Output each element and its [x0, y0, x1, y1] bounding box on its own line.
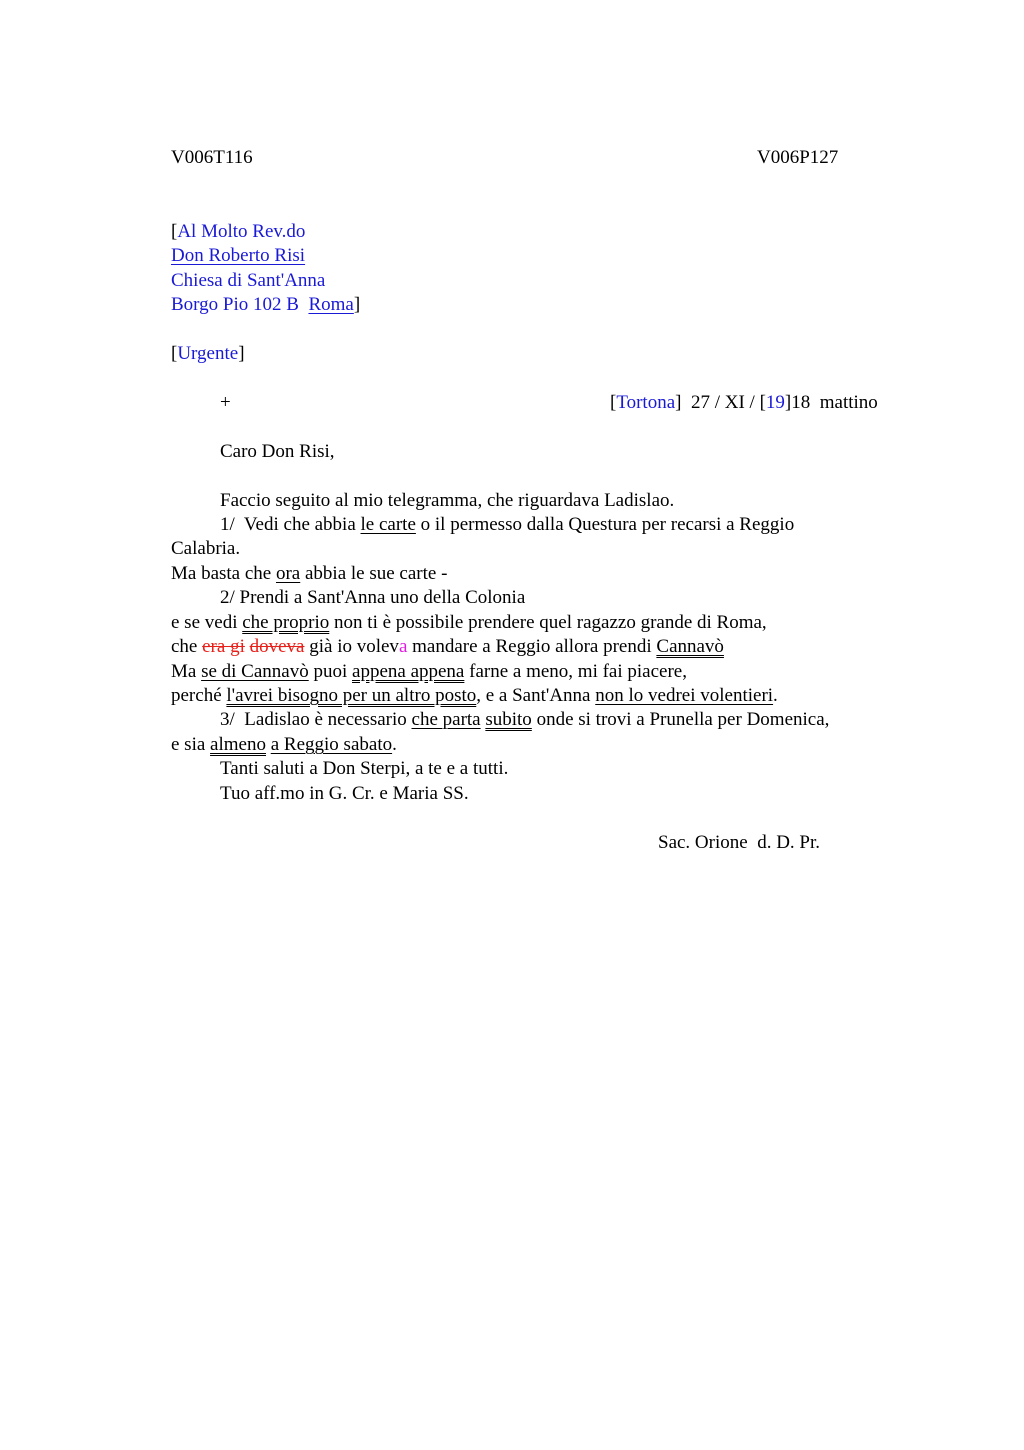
bracket-close: ] — [353, 294, 361, 315]
urgent-note — [171, 342, 245, 366]
body-line-11 — [171, 733, 397, 757]
underlined-text: che parta — [411, 709, 481, 730]
body-line-13: Tuo aff.mo in G. Cr. e Maria SS. — [220, 783, 469, 804]
text-run: . — [392, 734, 397, 755]
dateline-date: 27 / XI / [ — [681, 392, 766, 413]
body-line-7 — [171, 635, 724, 659]
underlined-text: ora — [275, 563, 301, 584]
dateline-year-prefix: 19 — [765, 392, 785, 413]
bracket-open: [ — [171, 221, 178, 242]
text-run: perché — [171, 685, 227, 706]
address-line-3: Chiesa di Sant'Anna — [171, 270, 326, 291]
dateline-date-end: ]18 mattino — [784, 392, 878, 413]
text-run: e sia — [171, 734, 211, 755]
body-line-8 — [171, 660, 687, 684]
text-run: Ma basta che — [171, 563, 276, 584]
bracket-close: ] — [675, 392, 682, 413]
double-underlined-text: subito — [485, 709, 532, 730]
deleted-text: era gi — [202, 636, 245, 657]
address-city: Roma — [308, 294, 354, 315]
text-run: 3/ Ladislao è necessario — [220, 709, 412, 730]
text-run: che — [171, 636, 203, 657]
salutation: Caro Don Risi, — [220, 441, 335, 462]
address-recipient-name: Don Roberto Risi — [171, 245, 306, 266]
address-street: Borgo Pio 102 B — [171, 294, 299, 315]
body-line-3: Calabria. — [171, 538, 241, 559]
bracket-close: ] — [238, 343, 245, 364]
double-underlined-text: appena appena — [352, 661, 465, 682]
address-line-4 — [171, 293, 360, 317]
body-line-2 — [220, 513, 794, 537]
header-right-code: V006P127 — [757, 147, 839, 168]
body-line-6 — [171, 611, 767, 635]
text-run: mandare a Reggio allora prendi — [407, 636, 657, 657]
text-run: già io volev — [304, 636, 399, 657]
text-run: abbia le sue carte - — [300, 563, 448, 584]
text-run: o il permesso dalla Questura per recarsi a Reggio — [415, 514, 795, 535]
double-underlined-text: l'avrei bisogno per un altro posto — [226, 685, 477, 706]
text-run: e se vedi — [171, 612, 243, 633]
underlined-text: non lo vedrei volentieri — [595, 685, 774, 706]
body-line-12: Tanti saluti a Don Sterpi, a te e a tutti. — [220, 758, 509, 779]
signature: Sac. Orione d. D. Pr. — [658, 832, 821, 853]
inserted-text: a — [398, 636, 408, 657]
bracket-open: [ — [610, 392, 617, 413]
text-run: . — [773, 685, 778, 706]
body-line-4 — [171, 562, 447, 586]
address-line-2 — [171, 244, 305, 268]
text-run: , e a Sant'Anna — [476, 685, 596, 706]
underlined-text: le carte — [360, 514, 416, 535]
header-left-code: V006T116 — [171, 147, 253, 168]
double-underlined-text: almeno — [210, 734, 266, 755]
text-run: puoi — [308, 661, 353, 682]
deleted-text: doveva — [249, 636, 305, 657]
double-underlined-text: che proprio — [242, 612, 330, 633]
bracket-open: [ — [171, 343, 178, 364]
body-line-10 — [220, 708, 829, 732]
urgent-label: Urgente — [177, 343, 239, 364]
body-line-1: Faccio seguito al mio telegramma, che riguardava Ladislao. — [220, 490, 675, 511]
underlined-text: a Reggio sabato — [270, 734, 393, 755]
text-run: farne a meno, mi fai piacere, — [464, 661, 687, 682]
body-line-9 — [171, 684, 778, 708]
address-line-1 — [171, 220, 305, 244]
dateline — [610, 391, 878, 415]
text-run: non ti è possibile prendere quel ragazzo grande di Roma, — [329, 612, 767, 633]
dateline-place: Tortona — [616, 392, 676, 413]
text-run: onde si trovi a Prunella per Domenica, — [531, 709, 830, 730]
body-line-5: 2/ Prendi a Sant'Anna uno della Colonia — [220, 587, 526, 608]
underlined-text: se di Cannavò — [201, 661, 309, 682]
address-recipient-title: Al Molto Rev.do — [177, 221, 306, 242]
cross-symbol: + — [220, 392, 231, 413]
text-run: Ma — [171, 661, 202, 682]
double-underlined-text: Cannavò — [656, 636, 724, 657]
text-run: 1/ Vedi che abbia — [220, 514, 361, 535]
